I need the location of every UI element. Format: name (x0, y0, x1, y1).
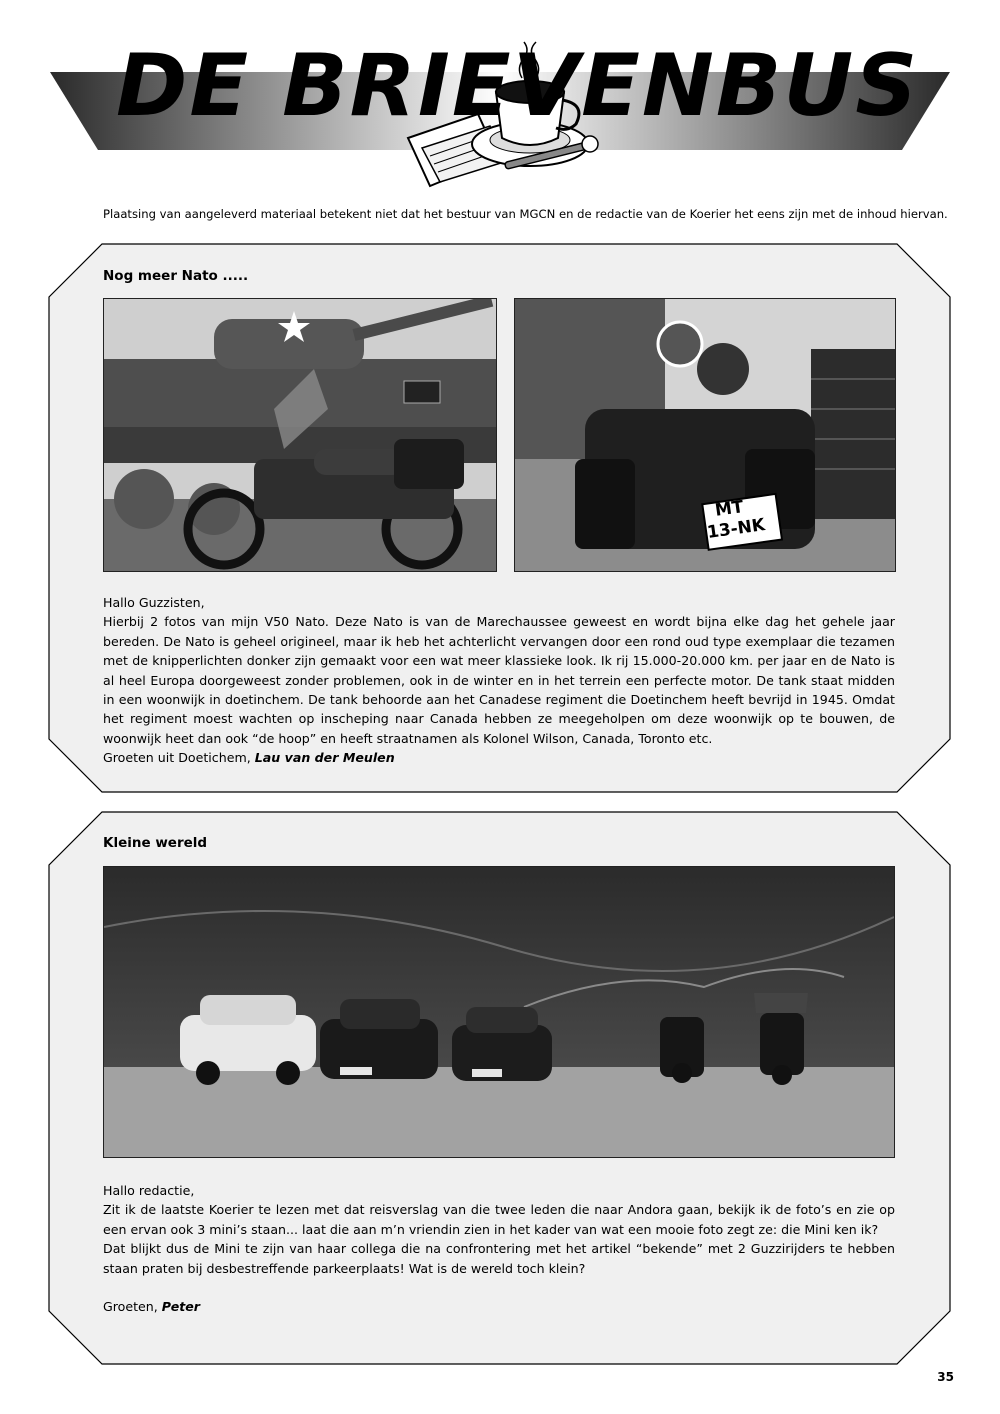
author-signature: Peter (161, 1299, 201, 1315)
page-number: 35 (937, 1370, 954, 1384)
body-paragraph-2: Dat blijkt dus de Mini te zijn van haar collega die na confrontering met het artikel “bekende” met 2 Guzzirijders te hebben staan praten bij desbestreffende parkeerplaats! Wat is de wereld toch klein? (103, 1241, 895, 1276)
minis-and-motorcycles-photo (103, 866, 895, 1158)
closing-text: Groeten, (103, 1299, 162, 1315)
author-signature: Lau van der Meulen (254, 750, 395, 766)
body-paragraph: Hierbij 2 fotos van mijn V50 Nato. Deze Nato is van de Marechaussee geweest en wordt bijna elke dag het gehele jaar bereden. De Nato is geheel origineel, maar ik heb het achterlicht vervangen door een rond oud type exemplaar die tezamen met de knipperlichten donker zijn gemaakt voor een wat meer klassieke look. Ik rij 15.000-20.000 km. per jaar en de Nato is al heel Europa doorgeweest zonder problemen, ook in de winter en in het terrein een perfecte motor. De tank staat midden in een woonwijk in doetinchem. De tank behoorde aan het Canadese regiment die Doetinchem heeft bevrijd in 1945. Omdat het regiment moest wachten op inscheping naar Canada hebben ze meegeholpen om deze woonwijk op te bouwen, de woonwijk heet dan ook “de hoop” en heeft straatnamen als Kolonel Wilson, Canada, Toronto etc. (103, 614, 895, 746)
article-panel-kleine-wereld (48, 811, 951, 1365)
article-title: Nog meer Nato ..... (103, 268, 249, 284)
masthead-title: DE BRIEVENBUS (116, 36, 920, 136)
closing-text: Groeten uit Doetichem, (103, 750, 255, 766)
closing-line (103, 1297, 895, 1316)
license-plate-line2: 13-NK (705, 515, 767, 543)
closing-line (103, 748, 895, 767)
motorcycle-rear-photo (514, 298, 896, 572)
article-body (103, 593, 895, 768)
body-paragraph-1: Zit ik de laatste Koerier te lezen met dat reisverslag van die twee leden die naar Andora gaan, bekijk ik de foto’s en zie op een ervan ook 3 mini’s staan... laat die aan m’n vriendin zien in het kader van wat een mooie foto zegt ze: die Mini ken ik? (103, 1202, 895, 1237)
license-plate-line1: MT (713, 497, 745, 521)
greeting-text: Hallo Guzzisten, (103, 595, 205, 610)
article-panel-nato (48, 243, 951, 793)
article-title: Kleine wereld (103, 835, 208, 851)
article-body (103, 1181, 895, 1316)
greeting-text: Hallo redactie, (103, 1183, 195, 1198)
tank-with-motorcycle-photo (103, 298, 497, 572)
disclaimer-text: Plaatsing van aangeleverd materiaal betekent niet dat het bestuur van MGCN en de redactie van de Koerier het eens zijn met de inhoud hiervan. (103, 207, 948, 221)
